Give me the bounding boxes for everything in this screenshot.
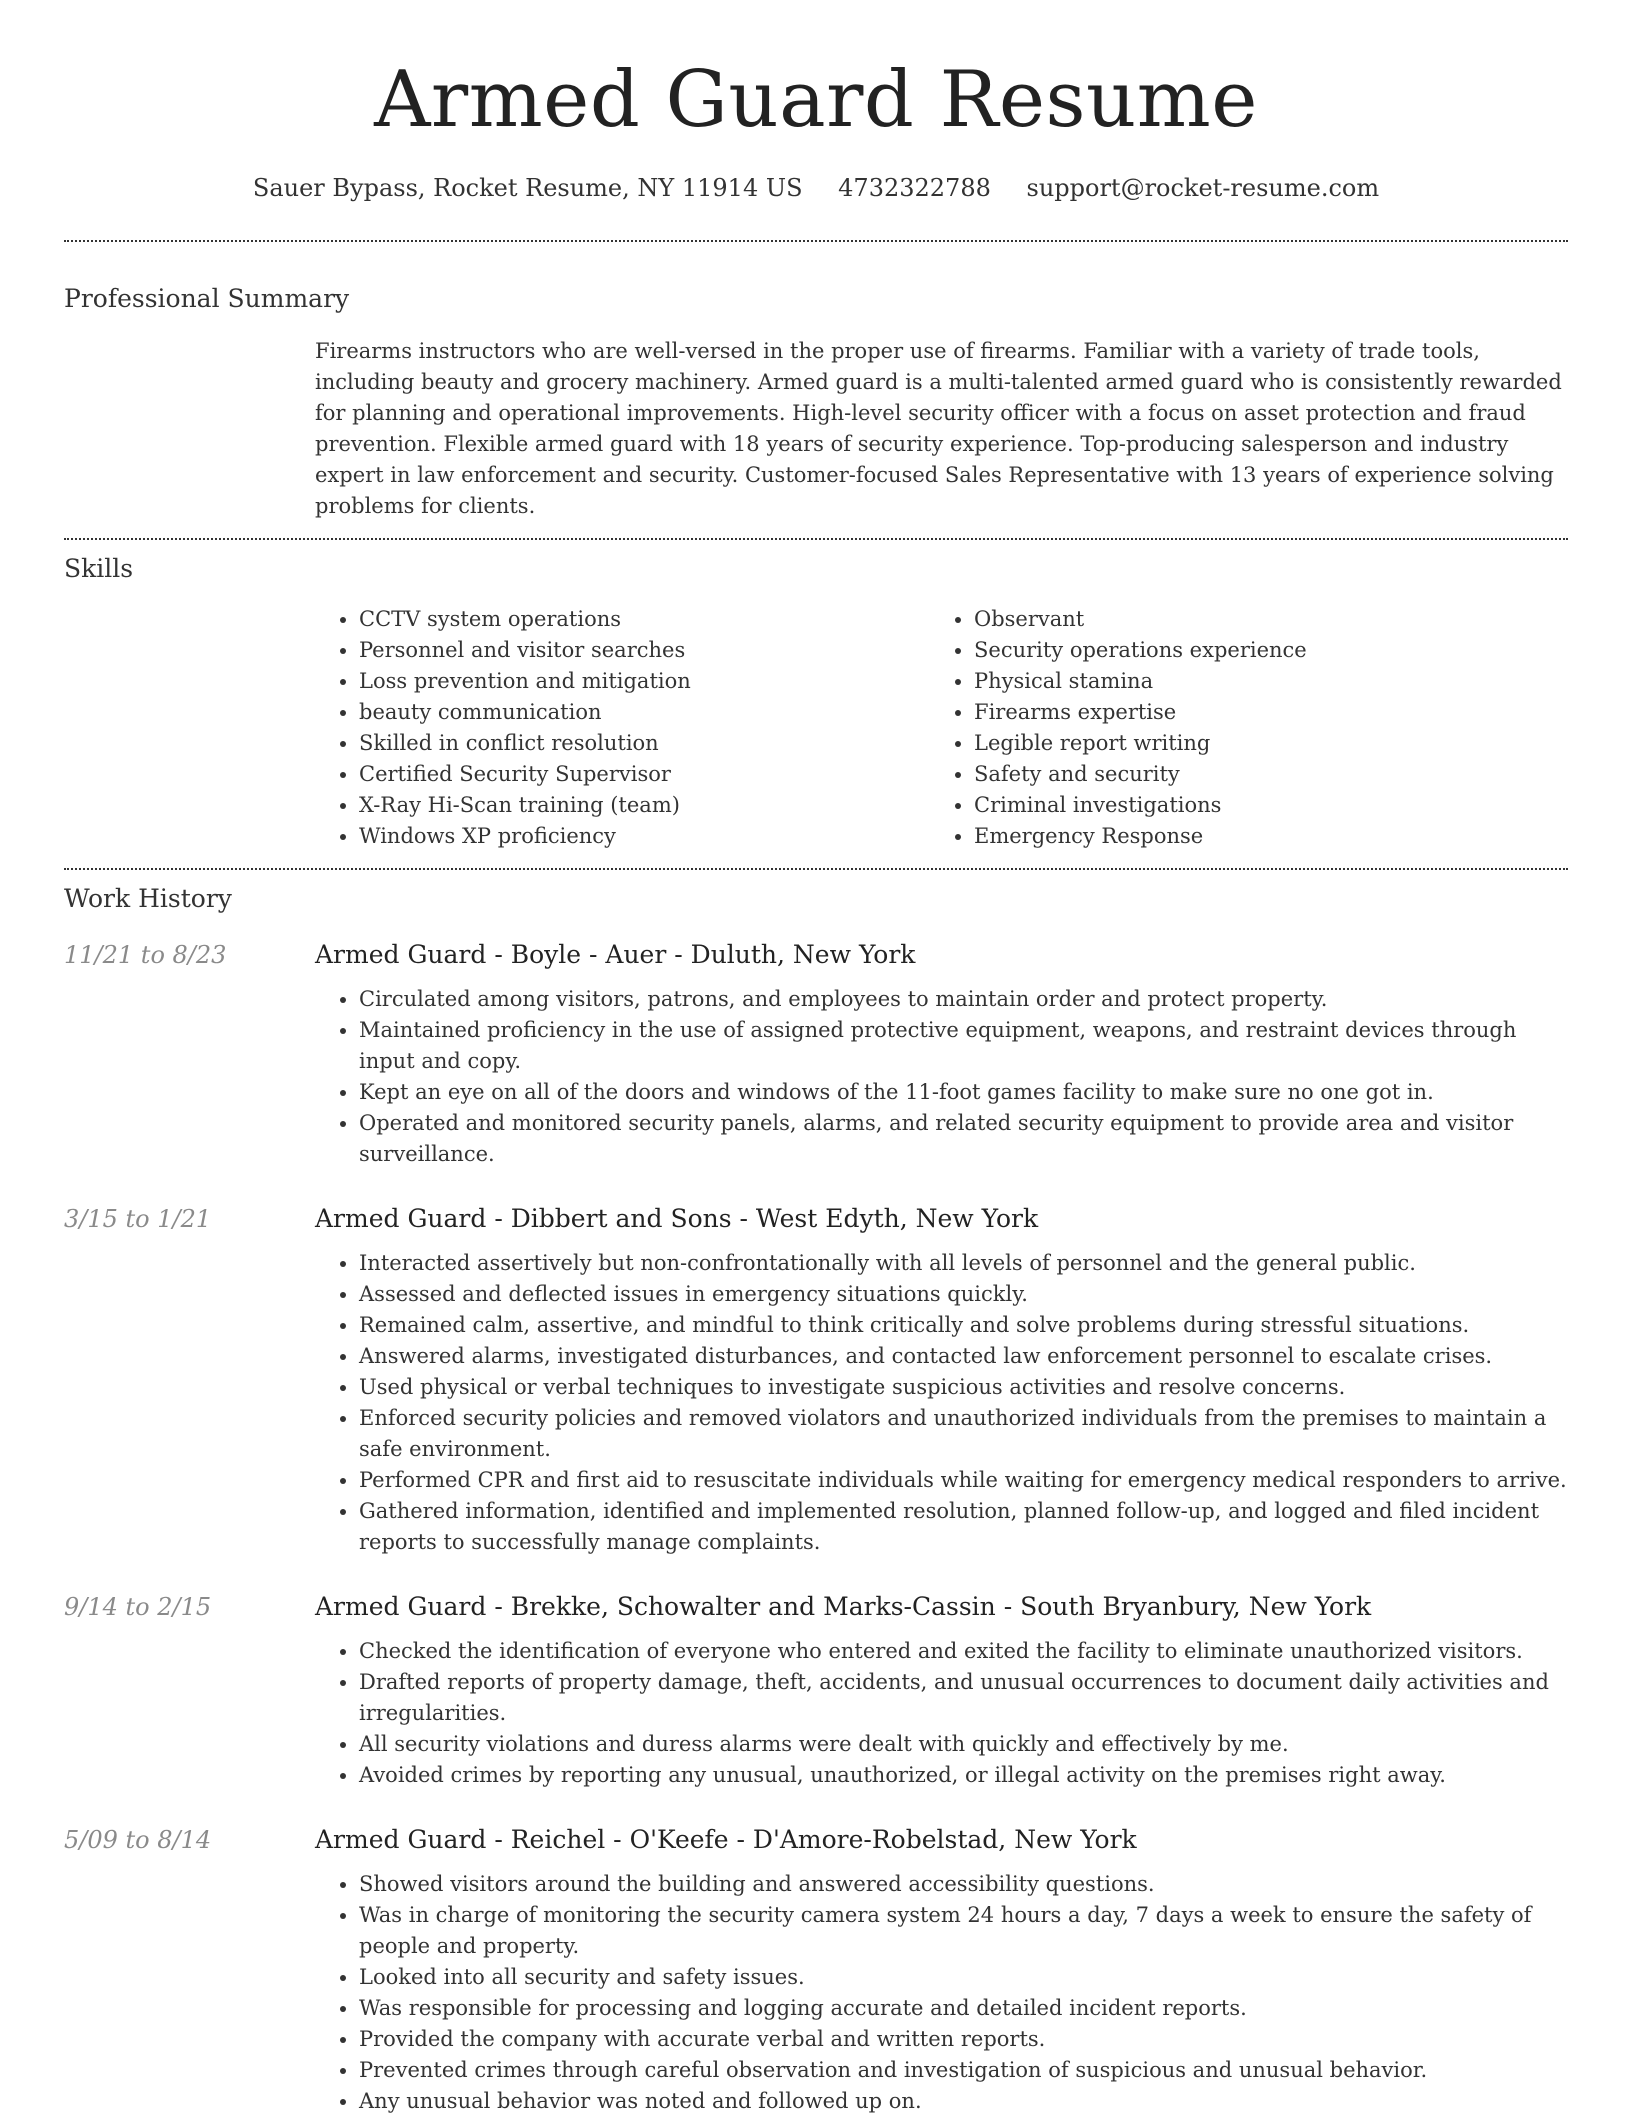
job-entry: [64, 938, 1568, 1170]
job-bullets: [315, 984, 1568, 1170]
job-bullet: • Circulated among visitors, patrons, and employees to maintain order and protect property.: [359, 984, 1568, 1015]
summary-text: Firearms instructors who are well-versed in the proper use of firearms. Familiar with a variety of trade tools, including beauty and grocery machinery. Armed guard is a multi-talented armed guard who is consistently rewarded for planning and operational improvements. High-level security officer with a focus on asset protection and fraud prevention. Flexible armed guard with 18 years of security experience. Top-producing salesperson and industry expert in law enforcement and security. Customer-focused Sales Representative with 13 years of experience solving problems for clients.: [315, 339, 1562, 518]
job-bullet: • Was responsible for processing and logging accurate and detailed incident reports.: [359, 1993, 1568, 2024]
section-heading-skills: Skills: [64, 554, 134, 583]
job-bullet: • Drafted reports of property damage, theft, accidents, and unusual occurrences to document daily activities and irregularities.: [359, 1667, 1568, 1729]
job-bullet: • Enforced security policies and removed violators and unauthorized individuals from the premises to maintain a safe environment.: [359, 1403, 1568, 1465]
job-bullets: [315, 1869, 1568, 2117]
job-dates: 5/09 to 8/14: [64, 1826, 212, 1854]
job-bullet: • Maintained proficiency in the use of assigned protective equipment, weapons, and restraint devices through input and copy.: [359, 1015, 1568, 1077]
skill-item: • Criminal investigations: [974, 790, 1545, 821]
job-bullet: • Was in charge of monitoring the security camera system 24 hours a day, 7 days a week to ensure the safety of people and property.: [359, 1900, 1568, 1962]
job-bullet: • Performed CPR and first aid to resuscitate individuals while waiting for emergency medical responders to arrive.: [359, 1465, 1568, 1496]
divider: [64, 538, 1568, 540]
contact-line: [64, 172, 1568, 204]
skill-item: • Safety and security: [974, 759, 1545, 790]
job-bullet: • All security violations and duress alarms were dealt with quickly and effectively by me.: [359, 1729, 1568, 1760]
skill-item: • Legible report writing: [974, 728, 1545, 759]
contact-email: support@rocket-resume.com: [1026, 174, 1380, 202]
professional-summary-section: [64, 282, 1568, 522]
contact-address: Sauer Bypass, Rocket Resume, NY 11914 US: [252, 174, 803, 202]
divider: [64, 868, 1568, 870]
job-dates: 3/15 to 1/21: [64, 1205, 212, 1233]
job-title: Armed Guard - Dibbert and Sons - West Edyth, New York: [315, 1204, 1039, 1233]
job-bullet: • Answered alarms, investigated disturbances, and contacted law enforcement personnel to escalate crises.: [359, 1341, 1568, 1372]
job-bullet: • Gathered information, identified and implemented resolution, planned follow-up, and logged and filed incident reports to successfully manage complaints.: [359, 1496, 1568, 1558]
skill-item: • Physical stamina: [974, 666, 1545, 697]
job-bullet: • Remained calm, assertive, and mindful to think critically and solve problems during stressful situations.: [359, 1310, 1568, 1341]
job-bullet: • Interacted assertively but non-confrontationally with all levels of personnel and the general public.: [359, 1248, 1568, 1279]
job-bullet: • Assessed and deflected issues in emergency situations quickly.: [359, 1279, 1568, 1310]
skill-item: • Personnel and visitor searches: [359, 635, 930, 666]
job-bullet: • Avoided crimes by reporting any unusual, unauthorized, or illegal activity on the premises right away.: [359, 1760, 1568, 1791]
job-bullet: • Operated and monitored security panels, alarms, and related security equipment to provide area and visitor surveillance.: [359, 1108, 1568, 1170]
skill-item: • Firearms expertise: [974, 697, 1545, 728]
job-bullet: • Prevented crimes through careful observation and investigation of suspicious and unusual behavior.: [359, 2055, 1568, 2086]
skill-item: • Emergency Response: [974, 821, 1545, 852]
resume-title: Armed Guard Resume: [374, 55, 1258, 145]
job-dates: 11/21 to 8/23: [64, 941, 227, 969]
job-entry: [64, 1823, 1568, 2117]
job-entry: [64, 1202, 1568, 1558]
job-entry: [64, 1590, 1568, 1791]
skills-column-left: [315, 604, 930, 852]
resume-page: [64, 0, 1568, 2117]
job-bullets: [315, 1636, 1568, 1791]
job-bullets: [315, 1248, 1568, 1558]
job-dates: 9/14 to 2/15: [64, 1593, 212, 1621]
skills-columns: [315, 604, 1568, 852]
skill-item: • Security operations experience: [974, 635, 1545, 666]
skill-item: • Certified Security Supervisor: [359, 759, 930, 790]
job-bullet: • Showed visitors around the building and answered accessibility questions.: [359, 1869, 1568, 1900]
skills-section: [64, 552, 1568, 852]
work-history-section: [64, 882, 1568, 2117]
job-title: Armed Guard - Reichel - O'Keefe - D'Amore-Robelstad, New York: [315, 1825, 1137, 1854]
contact-phone: 4732322788: [838, 174, 991, 202]
skill-item: • Skilled in conflict resolution: [359, 728, 930, 759]
skills-column-right: [930, 604, 1545, 852]
job-bullet: • Kept an eye on all of the doors and windows of the 11-foot games facility to make sure no one got in.: [359, 1077, 1568, 1108]
job-bullet: • Provided the company with accurate verbal and written reports.: [359, 2024, 1568, 2055]
skill-item: • X-Ray Hi-Scan training (team): [359, 790, 930, 821]
section-heading-work-history: Work History: [64, 884, 232, 913]
job-bullet: • Used physical or verbal techniques to investigate suspicious activities and resolve concerns.: [359, 1372, 1568, 1403]
skill-item: • CCTV system operations: [359, 604, 930, 635]
job-title: Armed Guard - Boyle - Auer - Duluth, New York: [315, 940, 916, 969]
job-bullet: • Looked into all security and safety issues.: [359, 1962, 1568, 1993]
section-heading-summary: Professional Summary: [64, 284, 350, 313]
skill-item: • Windows XP proficiency: [359, 821, 930, 852]
divider: [64, 240, 1568, 242]
skill-item: • beauty communication: [359, 697, 930, 728]
skill-item: • Observant: [974, 604, 1545, 635]
skill-item: • Loss prevention and mitigation: [359, 666, 930, 697]
job-bullet: • Checked the identification of everyone who entered and exited the facility to eliminate unauthorized visitors.: [359, 1636, 1568, 1667]
job-title: Armed Guard - Brekke, Schowalter and Marks-Cassin - South Bryanbury, New York: [315, 1592, 1372, 1621]
job-bullet: • Any unusual behavior was noted and followed up on.: [359, 2086, 1568, 2117]
